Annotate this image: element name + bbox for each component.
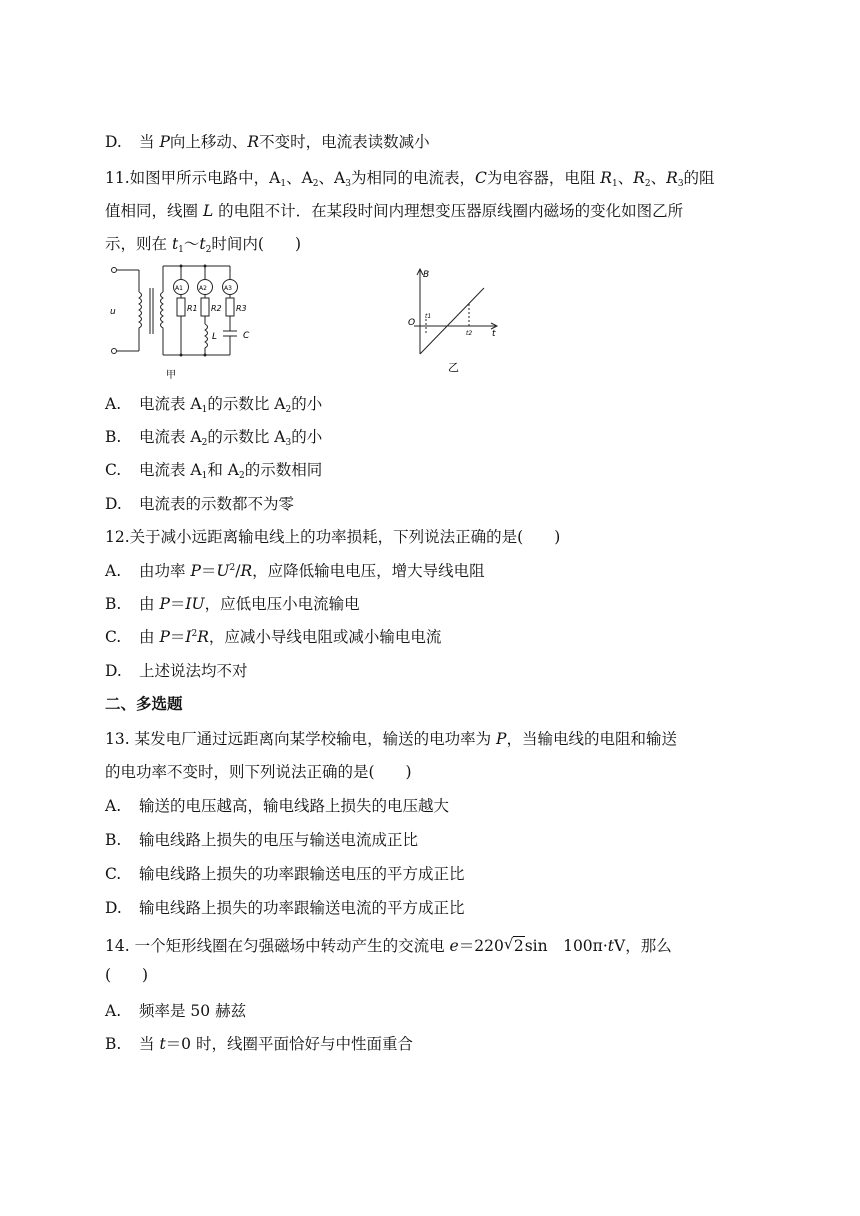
q12-option-a: A. 由功率 $P=U^2/R$，应降低输电电压，增大导线电阻 <box>105 562 485 580</box>
label-u: u <box>110 307 116 317</box>
q14-stem-line-2: ( ) <box>105 966 149 984</box>
axis-label-b: B <box>423 270 430 280</box>
q12-stem: 12.关于减小远距离输电线上的功率损耗，下列说法正确的是( ) <box>105 528 561 546</box>
origin-label: O <box>408 318 416 328</box>
q10-option-d: D. 当 P向上移动、R不变时，电流表读数减小 <box>105 133 430 151</box>
q13-stem-line-1: 13. 某发电厂通过远距离向某学校输电，输送的电功率为 P，当输电线的电阻和输送 <box>105 730 677 748</box>
label-a2: A2 <box>199 285 207 292</box>
label-c: C <box>243 331 250 341</box>
label-r2: R2 <box>211 304 222 313</box>
q11-option-d: D. 电流表的示数都不为零 <box>105 495 295 513</box>
q11-option-c: C. 电流表 $A_1$和 $A_2$的示数相同 <box>105 461 323 481</box>
sqrt-symbol: √ 2 <box>504 936 525 956</box>
q14-stem-line-1: 14. 一个矩形线圈在匀强磁场中转动产生的交流电 e＝220√ 2sin 100π·tV，那么 <box>105 936 672 956</box>
figure-jia-caption: 甲 <box>166 370 176 381</box>
q11-option-b: B. 电流表 $A_2$的示数比 $A_3$的小 <box>105 428 323 448</box>
label-a3: A3 <box>224 285 232 292</box>
axis-label-t: t <box>492 329 496 339</box>
q11-stem-line-3: 示，则在 $t_1\sim t_2$时间内( ) <box>105 235 301 255</box>
q11-stem-line-2: 值相同，线圈 L 的电阻不计．在某段时间内理想变压器原线圈内磁场的变化如图乙所 <box>105 202 684 220</box>
q12-option-c: C. 由 $P=I^2R$，应减小导线电阻或减小输电电流 <box>105 628 442 646</box>
label-r3: R3 <box>236 304 247 313</box>
q14-option-b: B. 当 t＝0 时，线圈平面恰好与中性面重合 <box>105 1035 413 1053</box>
q13-option-b: B. 输电线路上损失的电压与输送电流成正比 <box>105 831 419 849</box>
q13-stem-line-2: 的电功率不变时，则下列说法正确的是( ) <box>105 763 412 781</box>
q13-option-a: A. 输送的电压越高，输电线路上损失的电压越大 <box>105 797 450 815</box>
q12-option-d: D. 上述说法均不对 <box>105 662 248 680</box>
q13-option-c: C. 输电线路上损失的功率跟输送电压的平方成正比 <box>105 865 465 883</box>
q11-option-a: A. 电流表 $A_1$的示数比 $A_2$的小 <box>105 395 323 415</box>
q13-option-d: D. 输电线路上损失的功率跟输送电流的平方成正比 <box>105 899 465 917</box>
label-l: L <box>212 332 218 342</box>
label-a1: A1 <box>175 285 183 292</box>
tick-label-t1: t1 <box>425 313 432 320</box>
label-r1: R1 <box>187 304 198 313</box>
q11-stem-line-1: 11.如图甲所示电路中，$A_1$、$A_2$、$A_3$为相同的电流表，C为电容器，电阻 $R_1$、$R_2$、$R_3$的阻 <box>105 169 715 189</box>
figure-yi-caption: 乙 <box>448 361 459 374</box>
q14-option-a: A. 频率是 50 赫兹 <box>105 1002 247 1020</box>
section-title-multiple-choice: 二、多选题 <box>105 695 183 713</box>
figure-jia-circuit <box>106 262 266 387</box>
figure-yi-graph <box>404 266 514 378</box>
q12-option-b: B. 由 P＝IU，应低电压小电流输电 <box>105 595 360 613</box>
tick-label-t2: t2 <box>466 330 473 337</box>
